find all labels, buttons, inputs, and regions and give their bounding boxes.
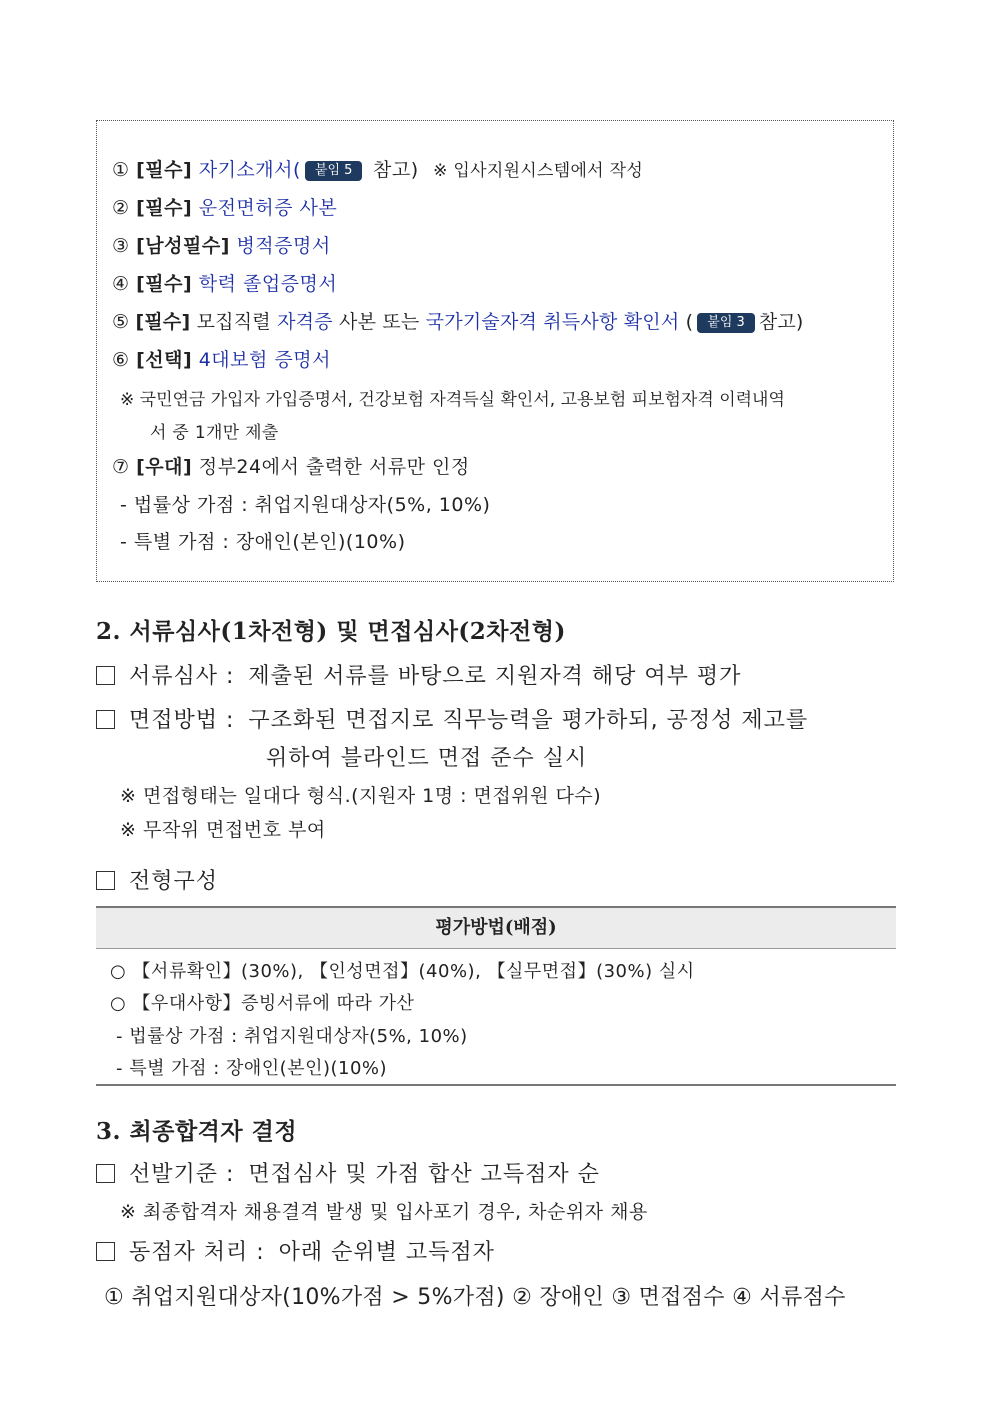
item-text: 사본 또는 <box>339 311 420 333</box>
item-tag: [필수] <box>136 273 193 295</box>
interview-note-2: ※ 무작위 면접번호 부여 <box>120 819 326 841</box>
checkbox-icon <box>96 1242 115 1261</box>
interview-method-row <box>96 703 808 734</box>
item-tag: [남성필수] <box>136 235 230 257</box>
item-number: ⑤ <box>112 311 130 333</box>
table-row: ○ 【우대사항】증빙서류에 따라 가산 <box>110 993 415 1014</box>
attachment-badge: 붙임 5 <box>305 161 363 181</box>
row-text: 아래 순위별 고득점자 <box>278 1240 495 1265</box>
composition-row <box>96 864 218 895</box>
item-text: 모집직렬 <box>196 311 271 333</box>
table-row: ○ 【서류확인】(30%), 【인성면접】(40%), 【실무면접】(30%) 실시 <box>110 961 695 982</box>
table-row: - 특별 가점 : 장애인(본인)(10%) <box>116 1058 388 1079</box>
item-tag: [필수] <box>135 311 191 333</box>
tie-break-row <box>96 1235 495 1266</box>
item-number: ② <box>112 197 130 219</box>
item-text: 자기소개서( <box>198 159 301 181</box>
item-number: ⑦ <box>112 456 130 478</box>
doc-review-row <box>96 659 741 690</box>
table-row: - 법률상 가점 : 취업지원대상자(5%, 10%) <box>116 1026 468 1047</box>
doc-item-5 <box>112 307 804 334</box>
table-header-cell: 평가방법(배점) <box>435 917 557 938</box>
row-text: 제출된 서류를 바탕으로 지원자격 해당 여부 평가 <box>248 664 742 689</box>
insurance-note-line2: 서 중 1개만 제출 <box>150 423 279 443</box>
item-tag: [선택] <box>136 349 193 371</box>
interview-note-1: ※ 면접형태는 일대다 형식.(지원자 1명 : 면접위원 다수) <box>120 785 602 807</box>
row-label: 선발기준 : <box>129 1162 235 1187</box>
item-text-highlight: 국가기술자격 취득사항 확인서 <box>425 311 680 333</box>
checkbox-icon <box>96 871 115 890</box>
insurance-note-line1: ※ 국민연금 가입자 가입증명서, 건강보험 자격득실 확인서, 고용보험 피보험자격 이력내역 <box>120 390 785 410</box>
item-paren: ( <box>685 311 694 333</box>
checkbox-icon <box>96 1164 115 1183</box>
interview-method-line2: 위하여 블라인드 면접 준수 실시 <box>266 746 588 771</box>
row-label: 전형구성 <box>129 869 219 894</box>
table-header <box>96 908 896 949</box>
item-after: 참고) <box>758 311 804 333</box>
attachment-badge: 붙임 3 <box>697 313 755 333</box>
row-label: 동점자 처리 : <box>129 1240 265 1265</box>
checkbox-icon <box>96 710 115 729</box>
doc-item-4 <box>112 269 337 296</box>
final-selection-note: ※ 최종합격자 채용결격 발생 및 입사포기 경우, 차순위자 채용 <box>120 1201 648 1223</box>
item-tag: [필수] <box>136 197 193 219</box>
row-label: 서류심사 : <box>129 664 235 689</box>
section-3-title: 3. 최종합격자 결정 <box>96 1118 298 1145</box>
item-text-highlight: 자격증 <box>277 311 333 333</box>
item-text: 운전면허증 사본 <box>198 197 338 219</box>
selection-criteria-row <box>96 1157 600 1188</box>
bonus-special: - 특별 가점 : 장애인(본인)(10%) <box>120 531 406 553</box>
item-text: 4대보험 증명서 <box>198 349 331 371</box>
row-text: 구조화된 면접지로 직무능력을 평가하되, 공정성 제고를 <box>248 708 809 733</box>
section-2-title: 2. 서류심사(1차전형) 및 면접심사(2차전형) <box>96 618 566 645</box>
bonus-legal: - 법률상 가점 : 취업지원대상자(5%, 10%) <box>120 494 491 516</box>
doc-item-2 <box>112 193 337 220</box>
item-after: 참고) <box>372 159 419 181</box>
doc-item-1 <box>112 155 643 182</box>
row-label: 면접방법 : <box>129 708 235 733</box>
item-text: 병적증명서 <box>236 235 331 257</box>
item-tag: [필수] <box>136 159 193 181</box>
item-number: ③ <box>112 235 130 257</box>
item-text: 정부24에서 출력한 서류만 인정 <box>198 456 470 478</box>
item-number: ① <box>112 159 130 181</box>
doc-item-6 <box>112 345 331 372</box>
doc-item-7 <box>112 452 470 479</box>
item-tag: [우대] <box>136 456 193 478</box>
tie-break-priority: ① 취업지원대상자(10%가점 > 5%가점) ② 장애인 ③ 면접점수 ④ 서류점수 <box>104 1285 846 1310</box>
checkbox-icon <box>96 666 115 685</box>
item-text: 학력 졸업증명서 <box>198 273 338 295</box>
item-number: ④ <box>112 273 130 295</box>
item-note: ※ 입사지원시스템에서 작성 <box>433 161 644 181</box>
table-bottom-border <box>96 1084 896 1086</box>
doc-item-3 <box>112 231 331 258</box>
item-number: ⑥ <box>112 349 130 371</box>
row-text: 면접심사 및 가점 합산 고득점자 순 <box>248 1162 600 1187</box>
